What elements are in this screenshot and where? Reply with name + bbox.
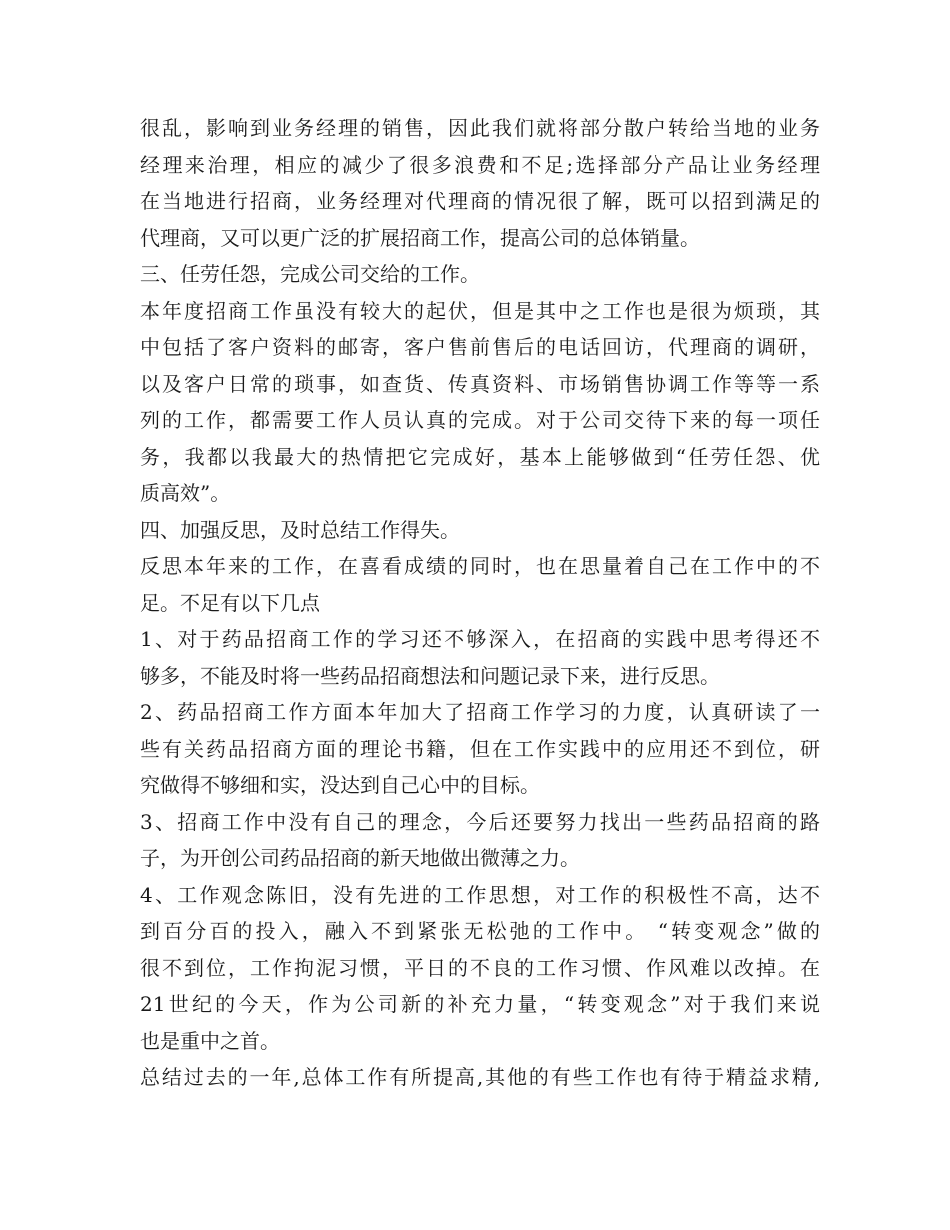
list-item: 2、药品招商工作方面本年加大了招商工作学习的力度，认真研读了一 bbox=[140, 700, 820, 724]
text-line: 很不到位，工作拘泥习惯，平日的不良的工作习惯、作风难以改掉。在 bbox=[140, 955, 820, 980]
text-line: 中包括了客户资料的邮寄，客户售前售后的电话回访，代理商的调研， bbox=[140, 335, 820, 359]
text-line: 很乱，影响到业务经理的销售，因此我们就将部分散户转给当地的业务 bbox=[140, 116, 820, 140]
text-line: 子，为开创公司药品招商的新天地做出微薄之力。 bbox=[140, 846, 580, 870]
text-line: 以及客户日常的琐事，如查货、传真资料、市场销售协调工作等等一系 bbox=[140, 371, 820, 396]
list-item: 3、招商工作中没有自己的理念，今后还要努力找出一些药品招商的路 bbox=[140, 809, 820, 834]
list-item: 1、对于药品招商工作的学习还不够深入，在招商的实践中思考得还不 bbox=[140, 627, 820, 651]
text-line: 究做得不够细和实，没达到自己心中的目标。 bbox=[140, 773, 540, 797]
document-body bbox=[140, 110, 820, 1096]
text-line: 务，我都以我最大的热情把它完成好，基本上能够做到“任劳任怨、优 bbox=[140, 444, 820, 469]
text-line: 21世纪的今天，作为公司新的补充力量，“转变观念”对于我们来说 bbox=[140, 992, 820, 1016]
text-line: 到百分百的投入，融入不到紧张无松弛的工作中。 “转变观念”做的 bbox=[140, 919, 820, 943]
text-line: 总结过去的一年,总体工作有所提高,其他的有些工作也有待于精益求精, bbox=[140, 1065, 820, 1089]
text-line: 列的工作，都需要工作人员认真的完成。对于公司交待下来的每一项任 bbox=[140, 408, 820, 432]
text-line: 够多，不能及时将一些药品招商想法和问题记录下来，进行反思。 bbox=[140, 663, 720, 688]
text-line: 在当地进行招商，业务经理对代理商的情况很了解，既可以招到满足的 bbox=[140, 189, 820, 213]
text-line: 质高效”。 bbox=[140, 481, 231, 505]
list-item: 4、工作观念陈旧，没有先进的工作思想，对工作的积极性不高，达不 bbox=[140, 882, 820, 907]
section-heading: 四、加强反思，及时总结工作得失。 bbox=[140, 517, 460, 542]
text-line: 代理商，又可以更广泛的扩展招商工作，提高公司的总体销量。 bbox=[140, 225, 700, 250]
text-line: 本年度招商工作虽没有较大的起伏，但是其中之工作也是很为烦琐，其 bbox=[140, 298, 820, 323]
text-line: 足。不足有以下几点 bbox=[140, 590, 320, 615]
text-line: 些有关药品招商方面的理论书籍，但在工作实践中的应用还不到位，研 bbox=[140, 736, 820, 761]
text-line: 也是重中之首。 bbox=[140, 1028, 280, 1053]
text-line: 反思本年来的工作，在喜看成绩的同时，也在思量着自己在工作中的不 bbox=[140, 554, 820, 578]
section-heading: 三、任劳任怨，完成公司交给的工作。 bbox=[140, 262, 480, 286]
text-line: 经理来治理，相应的减少了很多浪费和不足;选择部分产品让业务经理 bbox=[140, 152, 820, 177]
